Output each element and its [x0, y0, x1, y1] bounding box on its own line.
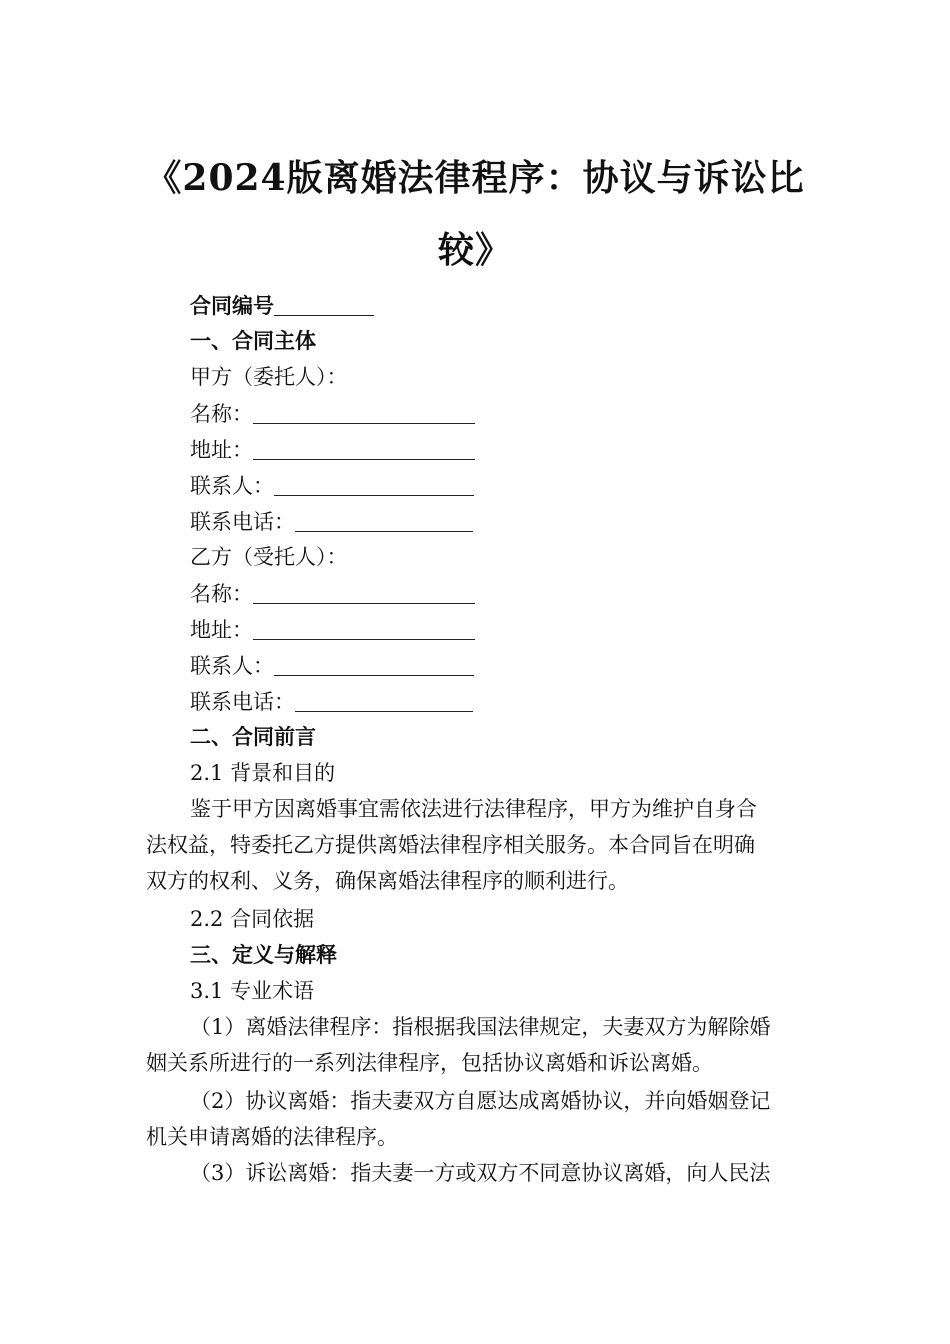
party-a-address-label: 地址： — [190, 438, 253, 462]
title-line-1: 《2024版离婚法律程序：协议与诉讼比 — [145, 157, 805, 199]
contract-number — [190, 292, 374, 319]
subsection-3-1: 3.1 专业术语 — [190, 979, 315, 1003]
section-2-heading: 二、合同前言 — [190, 724, 316, 749]
subsection-2-1: 2.1 背景和目的 — [190, 761, 336, 785]
party-b-phone-row — [190, 688, 473, 715]
contract-number-label: 合同编号 — [190, 293, 274, 318]
party-b-address-blank — [253, 619, 475, 640]
background-paragraph-line-2: 法权益，特委托乙方提供离婚法律程序相关服务。本合同旨在明确 — [146, 833, 755, 857]
party-b-name-label: 名称： — [190, 582, 253, 606]
section-1-heading: 一、合同主体 — [190, 328, 316, 353]
party-a-contact-row — [190, 472, 474, 499]
party-b-name-blank — [253, 583, 475, 604]
subsection-2-2: 2.2 合同依据 — [190, 907, 315, 931]
background-paragraph-line-1: 鉴于甲方因离婚事宜需依法进行法律程序，甲方为维护自身合 — [190, 797, 757, 821]
definition-1-line-2: 姻关系所进行的一系列法律程序，包括协议离婚和诉讼离婚。 — [146, 1051, 713, 1075]
section-3-heading: 三、定义与解释 — [190, 942, 337, 967]
party-a-contact-blank — [274, 475, 474, 496]
party-b-name-row — [190, 580, 475, 607]
party-b-address-label: 地址： — [190, 618, 253, 642]
party-a-name-row — [190, 400, 475, 427]
party-b-label: 乙方（受托人）： — [190, 545, 348, 569]
definition-3-line-1: （3）诉讼离婚：指夫妻一方或双方不同意协议离婚，向人民法 — [190, 1161, 771, 1185]
party-a-address-blank — [253, 439, 475, 460]
party-b-phone-blank — [295, 691, 473, 712]
party-b-contact-blank — [274, 655, 474, 676]
contract-number-blank — [274, 295, 374, 316]
background-paragraph-line-3: 双方的权利、义务，确保离婚法律程序的顺利进行。 — [146, 869, 629, 893]
definition-2-line-2: 机关申请离婚的法律程序。 — [146, 1125, 398, 1149]
party-a-address-row — [190, 436, 475, 463]
party-b-address-row — [190, 616, 475, 643]
party-b-contact-label: 联系人： — [190, 654, 274, 678]
party-b-contact-row — [190, 652, 474, 679]
party-a-name-blank — [253, 403, 475, 424]
party-a-phone-row — [190, 508, 473, 535]
party-b-phone-label: 联系电话： — [190, 690, 295, 714]
definition-2-line-1: （2）协议离婚：指夫妻双方自愿达成离婚协议，并向婚姻登记 — [190, 1089, 771, 1113]
party-a-phone-label: 联系电话： — [190, 510, 295, 534]
title-line-2: 较》 — [437, 229, 512, 271]
party-a-phone-blank — [295, 511, 473, 532]
party-a-label: 甲方（委托人）： — [190, 365, 348, 389]
party-a-name-label: 名称： — [190, 402, 253, 426]
party-a-contact-label: 联系人： — [190, 474, 274, 498]
definition-1-line-1: （1）离婚法律程序：指根据我国法律规定，夫妻双方为解除婚 — [190, 1015, 771, 1039]
